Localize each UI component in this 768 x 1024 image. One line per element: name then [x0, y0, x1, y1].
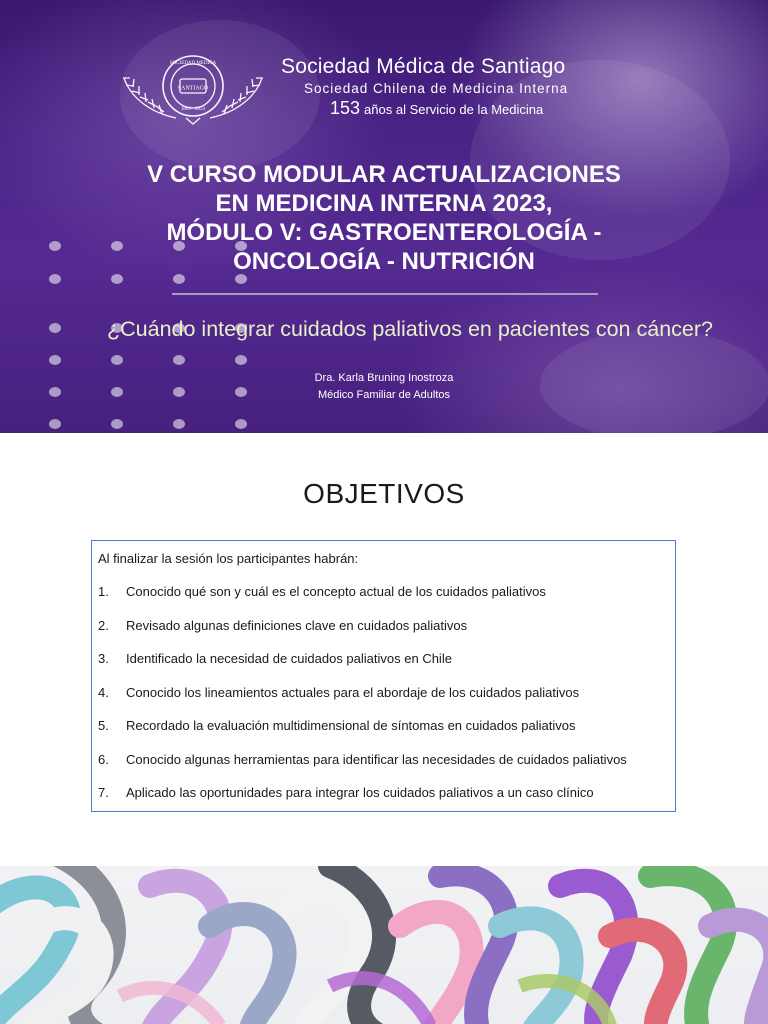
course-title-line: EN MEDICINA INTERNA 2023,: [215, 190, 553, 217]
objective-text: Recordado la evaluación multidimensional de síntomas en cuidados paliativos: [126, 718, 576, 733]
objective-number: 7.: [98, 785, 109, 800]
objective-item: [98, 783, 669, 817]
speaker-name: Dra. Karla Bruning Inostroza: [314, 372, 454, 384]
title-slide: [0, 0, 768, 433]
objective-number: 3.: [98, 651, 109, 666]
course-title-line: V CURSO MODULAR ACTUALIZACIONES: [147, 161, 621, 188]
objective-item: [98, 716, 669, 750]
course-title: [60, 160, 708, 276]
objective-text: Conocido qué son y cuál es el concepto actual de los cuidados paliativos: [126, 584, 546, 599]
objective-text: Aplicado las oportunidades para integrar los cuidados paliativos a un caso clínico: [126, 785, 594, 800]
course-title-line: MÓDULO V: GASTROENTEROLOGÍA -: [166, 219, 602, 246]
talk-title: ¿Cuándo integrar cuidados paliativos en pacientes con cáncer?: [107, 317, 713, 341]
awareness-ribbons-image: [0, 866, 768, 1024]
objectives-box: [91, 540, 676, 812]
society-subtitle: Sociedad Chilena de Medicina Interna: [304, 81, 569, 96]
title-divider: [172, 293, 598, 295]
svg-text:SANTIAGO: SANTIAGO: [177, 85, 209, 92]
objective-number: 5.: [98, 718, 109, 733]
objective-number: 4.: [98, 684, 109, 700]
anniversary-text: años al Servicio de la Medicina: [364, 102, 544, 117]
objective-number: 1.: [98, 584, 109, 599]
objective-item: [98, 582, 669, 616]
objective-text: Conocido algunas herramientas para identificar las necesidades de cuidados paliativos: [126, 751, 627, 767]
course-title-line: ONCOLOGÍA - NUTRICIÓN: [233, 248, 535, 275]
objective-item: [98, 616, 669, 650]
anniversary-number: 153: [330, 98, 361, 118]
speaker-info: [0, 370, 768, 404]
anniversary-line: [330, 98, 730, 119]
objectives-intro: Al finalizar la sesión los participantes habrán:: [98, 551, 359, 566]
objective-text: Revisado algunas definiciones clave en cuidados paliativos: [126, 617, 468, 633]
objectives-heading: OBJETIVOS: [303, 478, 465, 509]
objective-text: Conocido los lineamientos actuales para el abordaje de los cuidados paliativos: [126, 684, 580, 700]
svg-text:1869 · 2023: 1869 · 2023: [180, 107, 206, 112]
objective-item: [98, 750, 669, 784]
objective-item: [98, 683, 669, 717]
svg-text:SOCIEDAD MEDICA: SOCIEDAD MEDICA: [169, 61, 217, 66]
ribbons-icon: [0, 866, 768, 1024]
objective-number: 2.: [98, 617, 109, 633]
society-name: Sociedad Médica de Santiago: [281, 55, 566, 78]
speaker-role: Médico Familiar de Adultos: [317, 389, 451, 401]
objective-number: 6.: [98, 751, 109, 767]
objective-item: [98, 649, 669, 683]
objective-text: Identificado la necesidad de cuidados paliativos en Chile: [126, 651, 452, 666]
society-logo: [118, 48, 268, 126]
